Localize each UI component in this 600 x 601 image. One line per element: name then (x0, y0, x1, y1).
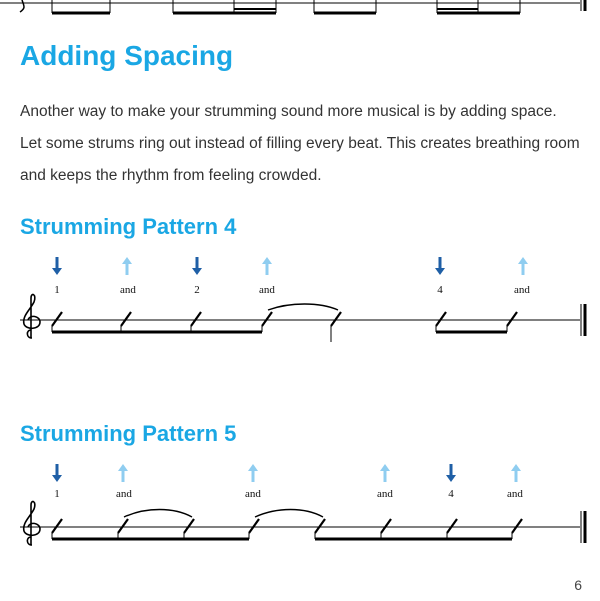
count-label: and (116, 488, 132, 500)
slash-notehead (381, 519, 391, 533)
count-label: and (507, 488, 523, 500)
slash-notehead (507, 312, 517, 326)
count-label: and (120, 284, 136, 296)
slash-notehead (191, 312, 201, 326)
slash-notehead (52, 519, 62, 533)
tie (255, 510, 323, 518)
count-label: 4 (448, 488, 454, 500)
slash-notehead (184, 519, 194, 533)
slash-notehead (121, 312, 131, 326)
down-arrow-icon (192, 257, 202, 275)
count-label: and (245, 488, 261, 500)
treble-clef-icon (24, 295, 40, 338)
previous-staff-fragment (0, 0, 600, 24)
up-arrow-icon (262, 257, 272, 275)
pattern-4-arrows (52, 257, 528, 275)
section-body: Another way to make your strumming sound more musical is by adding space. Let some strums ring out instead of filling every beat. This creates breathing room and keeps the rhythm from feeling crowded. (20, 103, 580, 184)
down-arrow-icon (446, 464, 456, 482)
up-arrow-icon (248, 464, 258, 482)
down-arrow-icon (52, 257, 62, 275)
count-label: and (514, 284, 530, 296)
pattern-5-notation (0, 457, 600, 557)
up-arrow-icon (511, 464, 521, 482)
count-label: 1 (54, 284, 60, 296)
slash-notehead (331, 312, 341, 326)
slash-notehead (118, 519, 128, 533)
slash-notehead (52, 312, 62, 326)
slash-notehead (249, 519, 259, 533)
count-label: 1 (54, 488, 60, 500)
slash-notehead (436, 312, 446, 326)
up-arrow-icon (518, 257, 528, 275)
tie (268, 304, 338, 310)
pattern-5-title: Strumming Pattern 5 (20, 421, 237, 446)
slash-notehead (315, 519, 325, 533)
tie (124, 510, 192, 518)
page-number: 6 (574, 577, 582, 593)
pattern-4-notation (0, 250, 600, 350)
count-label: 2 (194, 284, 200, 296)
down-arrow-icon (52, 464, 62, 482)
slash-notehead (447, 519, 457, 533)
down-arrow-icon (435, 257, 445, 275)
treble-clef-icon (24, 502, 40, 545)
count-label: and (259, 284, 275, 296)
section-title: Adding Spacing (20, 40, 234, 71)
count-label: and (377, 488, 393, 500)
slash-notehead (512, 519, 522, 533)
up-arrow-icon (380, 464, 390, 482)
pattern-5-arrows (52, 464, 521, 482)
count-label: 4 (437, 284, 443, 296)
up-arrow-icon (122, 257, 132, 275)
up-arrow-icon (118, 464, 128, 482)
slash-notehead (262, 312, 272, 326)
pattern-4-title: Strumming Pattern 4 (20, 214, 237, 239)
